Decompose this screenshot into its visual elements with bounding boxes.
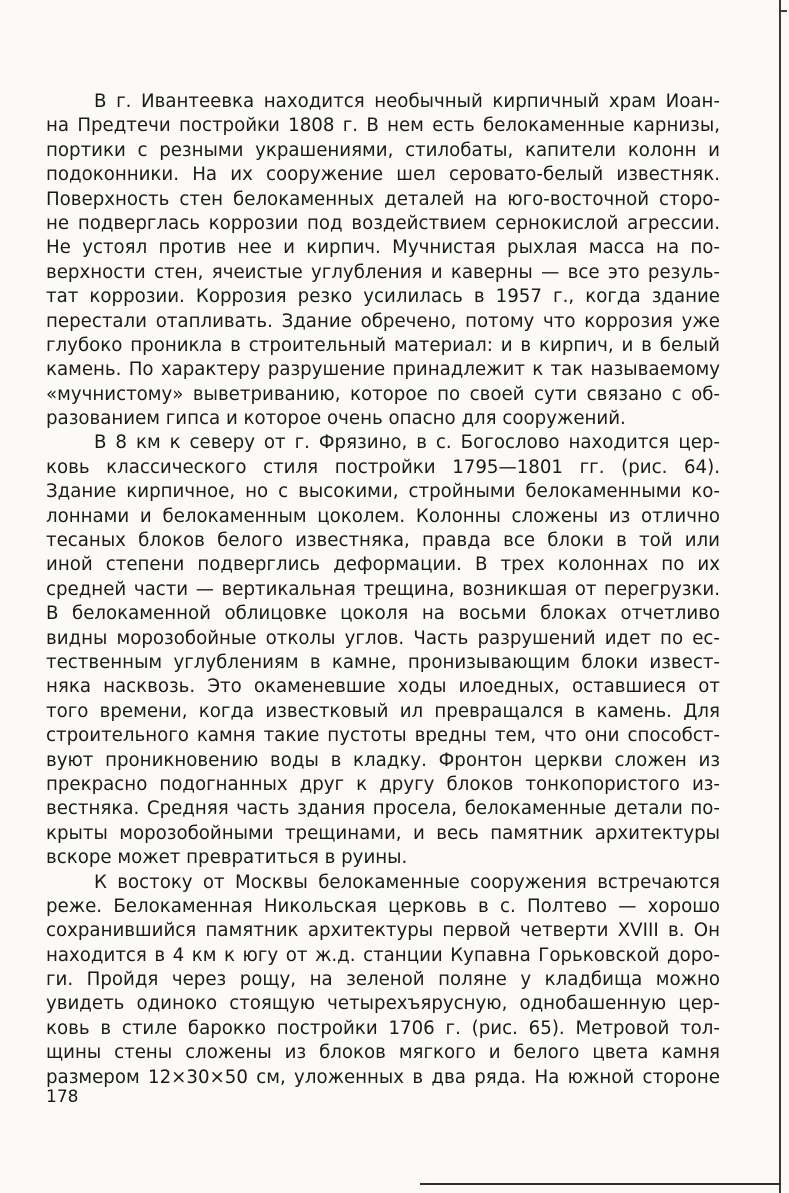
- book-text: [46, 90, 720, 1090]
- text-line: вскоре может превратиться в руины.: [46, 847, 408, 869]
- text-line: ковь в стиле барокко постройки 1706 г. (рис. 65). Метровой тол-: [46, 1017, 720, 1039]
- text-line: прекрасно подогнанных друг к другу блоков тонкопористого из-: [46, 773, 720, 795]
- text-line: увидеть одиноко стоящую четырехъярусную, однобашенную цер-: [46, 993, 720, 1015]
- text-line: строительного камня такие пустоты вредны тем, что они способст-: [46, 725, 720, 747]
- text-line: ковь классического стиля постройки 1795—1801 гг. (рис. 64).: [46, 456, 720, 478]
- text-line: средней части — вертикальная трещина, возникшая от перегрузки.: [46, 578, 720, 600]
- text-line: разованием гипса и которое очень опасно для сооружений.: [46, 408, 626, 430]
- text-line: лоннами и белокаменным цоколем. Колонны сложены из отлично: [46, 505, 720, 527]
- text-line: крыты морозобойными трещинами, и весь памятник архитектуры: [46, 822, 720, 844]
- text-line: перестали отапливать. Здание обречено, потому что коррозия уже: [46, 310, 720, 332]
- text-line: тественным углублениям в камне, пронизывающим блоки извест-: [46, 651, 720, 673]
- text-line: на Предтечи постройки 1808 г. В нем есть белокаменные карнизы,: [46, 115, 720, 137]
- text-line: ги. Пройдя через рощу, на зеленой поляне у кладбища можно: [46, 969, 720, 991]
- text-line: сохранившийся памятник архитектуры первой четверти XVIII в. Он: [46, 920, 720, 942]
- text-line: В г. Ивантеевка находится необычный кирпичный храм Иоан-: [94, 91, 720, 112]
- text-line: вуют проникновению воды в кладку. Фронтон церкви сложен из: [46, 749, 720, 771]
- text-line: В 8 км к северу от г. Фрязино, в с. Богослово находится цер-: [94, 432, 720, 454]
- paragraph-3: [46, 871, 720, 1091]
- text-line: верхности стен, ячеистые углубления и каверны — все это резуль-: [46, 261, 720, 283]
- text-line: вестняка. Средняя часть здания просела, белокаменные детали по-: [46, 798, 720, 820]
- text-line: камень. По характеру разрушение принадлежит к так называемому: [46, 359, 720, 381]
- text-line: глубоко проникла в строительный материал: и в кирпич, и в белый: [46, 334, 720, 356]
- text-line: тесаных блоков белого известняка, правда все блоки в той или: [46, 530, 720, 552]
- text-line: няка насквозь. Это окаменевшие ходы илоедных, оставшиеся от: [46, 676, 720, 698]
- text-line: Здание кирпичное, но с высокими, стройными белокаменными ко-: [46, 481, 720, 503]
- paragraph-1: [46, 90, 720, 431]
- text-line: того времени, когда известковый ил превращался в камень. Для: [46, 700, 720, 722]
- text-line: щины стены сложены из блоков мягкого и белого цвета камня: [46, 1042, 720, 1064]
- text-line: подоконники. На их сооружение шел серовато-белый известняк.: [46, 164, 720, 186]
- text-line: размером 12×30×50 см, уложенных в два ряда. На южной стороне: [46, 1066, 720, 1088]
- text-line: не подверглась коррозии под воздействием сернокислой агрессии.: [46, 212, 720, 234]
- page-edge-right: [779, 0, 781, 1193]
- text-line: Не устоял против нее и кирпич. Мучнистая рыхлая масса на по-: [46, 237, 720, 259]
- page-number: 178: [46, 1087, 79, 1107]
- text-line: тат коррозии. Коррозия резко усилилась в 1957 г., когда здание: [46, 286, 720, 308]
- text-line: портики с резными украшениями, стилобаты, капители колонн и: [46, 139, 720, 161]
- text-line: видны морозобойные отколы углов. Часть разрушений идет по ес-: [46, 627, 720, 649]
- text-line: «мучнистому» выветриванию, которое по своей сути связано с об-: [46, 383, 720, 405]
- text-line: иной степени подверглись деформации. В трех колоннах по их: [46, 554, 720, 576]
- text-line: К востоку от Москвы белокаменные сооружения встречаются: [94, 871, 720, 893]
- page-edge-bottom: [420, 1183, 781, 1185]
- text-line: Поверхность стен белокаменных деталей на юго-восточной сторо-: [46, 188, 720, 210]
- text-line: реже. Белокаменная Никольская церковь в с. Полтево — хорошо: [46, 895, 720, 917]
- paragraph-2: [46, 431, 720, 870]
- text-line: В белокаменной облицовке цоколя на восьми блоках отчетливо: [46, 603, 720, 625]
- text-line: находится в 4 км к югу от ж.д. станции Купавна Горьковской доро-: [46, 944, 720, 966]
